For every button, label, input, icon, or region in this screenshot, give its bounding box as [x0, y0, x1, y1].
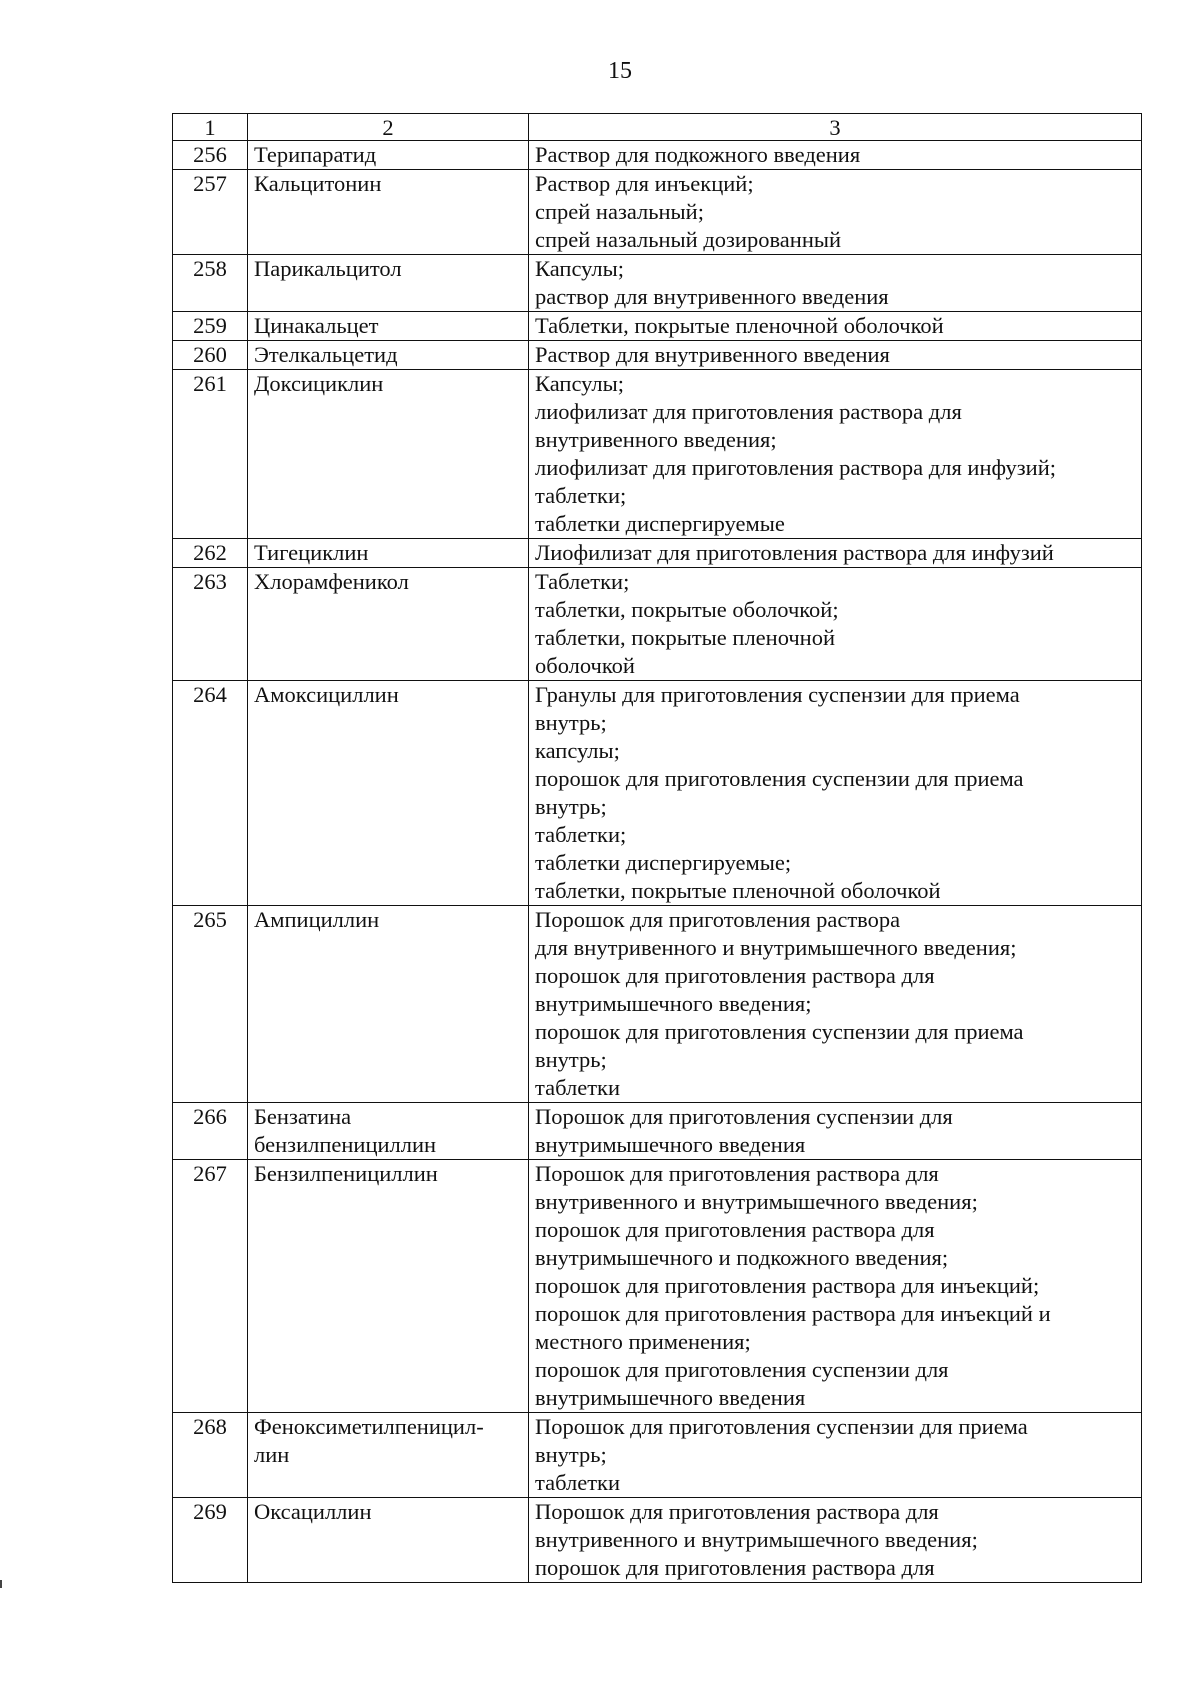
drug-name-line: Бензилпенициллин: [254, 1161, 438, 1186]
drug-name-cell: [248, 1498, 529, 1583]
drug-name-line: лин: [254, 1442, 290, 1467]
dosage-form-line: Гранулы для приготовления суспензии для приема: [535, 682, 1020, 707]
drug-table: [172, 113, 1142, 1583]
drug-name-line: Кальцитонин: [254, 171, 382, 196]
drug-name-line: Бензатина: [254, 1104, 352, 1129]
dosage-forms-cell: [529, 906, 1142, 1103]
drug-name-cell: [248, 568, 529, 681]
dosage-form-line: внутрь;: [535, 1047, 607, 1072]
drug-name-line: Феноксиметилпеницил-: [254, 1414, 484, 1439]
dosage-forms-cell: [529, 1160, 1142, 1413]
table-row: [173, 312, 1142, 341]
page-number: 15: [608, 58, 632, 84]
drug-name-cell: [248, 370, 529, 539]
dosage-form-line: Лиофилизат для приготовления раствора для инфузий: [535, 540, 1054, 565]
row-number: 264: [173, 681, 248, 906]
dosage-form-line: капсулы;: [535, 738, 620, 763]
drug-name-cell: [248, 170, 529, 255]
dosage-form-line: спрей назальный;: [535, 199, 704, 224]
table-row: [173, 141, 1142, 170]
row-number: 263: [173, 568, 248, 681]
drug-name-cell: [248, 312, 529, 341]
dosage-form-line: порошок для приготовления раствора для инъекций;: [535, 1273, 1040, 1298]
drug-name-cell: [248, 1103, 529, 1160]
table-row: [173, 370, 1142, 539]
dosage-form-line: спрей назальный дозированный: [535, 227, 842, 252]
drug-name-cell: [248, 1160, 529, 1413]
dosage-form-line: внутримышечного введения: [535, 1132, 806, 1157]
dosage-form-line: внутримышечного введения: [535, 1385, 806, 1410]
dosage-form-line: Порошок для приготовления раствора: [535, 907, 901, 932]
dosage-form-line: внутрь;: [535, 710, 607, 735]
dosage-form-line: таблетки: [535, 1075, 621, 1100]
table-row: [173, 341, 1142, 370]
dosage-form-line: порошок для приготовления раствора для: [535, 963, 935, 988]
dosage-form-line: таблетки диспергируемые: [535, 511, 785, 536]
table-row: [173, 906, 1142, 1103]
drug-name-line: Терипаратид: [254, 142, 377, 167]
table-row: [173, 255, 1142, 312]
drug-name-cell: [248, 681, 529, 906]
dosage-forms-cell: [529, 141, 1142, 170]
column-header-3: 3: [529, 114, 1142, 141]
dosage-form-line: раствор для внутривенного введения: [535, 284, 889, 309]
table-body: [173, 141, 1142, 1583]
scan-artifact: [0, 1580, 2, 1588]
drug-name-line: Цинакальцет: [254, 313, 379, 338]
column-header-1: 1: [173, 114, 248, 141]
dosage-form-line: порошок для приготовления раствора для инъекций и: [535, 1301, 1051, 1326]
dosage-forms-cell: [529, 341, 1142, 370]
dosage-form-line: таблетки диспергируемые;: [535, 850, 792, 875]
dosage-form-line: Порошок для приготовления раствора для: [535, 1499, 939, 1524]
drug-name-cell: [248, 1413, 529, 1498]
dosage-forms-cell: [529, 370, 1142, 539]
dosage-form-line: таблетки, покрытые пленочной: [535, 625, 836, 650]
dosage-form-line: Порошок для приготовления суспензии для приема: [535, 1414, 1028, 1439]
table-row: [173, 539, 1142, 568]
drug-name-cell: [248, 255, 529, 312]
dosage-form-line: внутрь;: [535, 794, 607, 819]
dosage-form-line: оболочкой: [535, 653, 635, 678]
dosage-form-line: порошок для приготовления суспензии для приема: [535, 766, 1024, 791]
row-number: 259: [173, 312, 248, 341]
table-row: [173, 681, 1142, 906]
row-number: 268: [173, 1413, 248, 1498]
table-row: [173, 568, 1142, 681]
table-row: [173, 170, 1142, 255]
dosage-forms-cell: [529, 539, 1142, 568]
dosage-forms-cell: [529, 255, 1142, 312]
dosage-form-line: Раствор для подкожного введения: [535, 142, 861, 167]
dosage-form-line: лиофилизат для приготовления раствора для: [535, 399, 962, 424]
dosage-form-line: Раствор для инъекций;: [535, 171, 754, 196]
drug-name-line: Доксициклин: [254, 371, 384, 396]
dosage-forms-cell: [529, 1103, 1142, 1160]
row-number: 261: [173, 370, 248, 539]
row-number: 256: [173, 141, 248, 170]
table-header-row: [173, 114, 1142, 141]
dosage-form-line: Порошок для приготовления раствора для: [535, 1161, 939, 1186]
dosage-form-line: Раствор для внутривенного введения: [535, 342, 890, 367]
dosage-forms-cell: [529, 568, 1142, 681]
dosage-form-line: местного применения;: [535, 1329, 751, 1354]
table-row: [173, 1160, 1142, 1413]
dosage-form-line: внутрь;: [535, 1442, 607, 1467]
dosage-forms-cell: [529, 681, 1142, 906]
dosage-form-line: таблетки, покрытые оболочкой;: [535, 597, 839, 622]
drug-name-line: бензилпенициллин: [254, 1132, 437, 1157]
dosage-form-line: внутримышечного и подкожного введения;: [535, 1245, 949, 1270]
row-number: 266: [173, 1103, 248, 1160]
table-row: [173, 1413, 1142, 1498]
dosage-form-line: Таблетки;: [535, 569, 630, 594]
dosage-form-line: для внутривенного и внутримышечного введения;: [535, 935, 1017, 960]
row-number: 269: [173, 1498, 248, 1583]
row-number: 257: [173, 170, 248, 255]
drug-name-line: Амоксициллин: [254, 682, 399, 707]
row-number: 265: [173, 906, 248, 1103]
dosage-form-line: внутримышечного введения;: [535, 991, 812, 1016]
drug-name-line: Оксациллин: [254, 1499, 372, 1524]
dosage-form-line: внутривенного введения;: [535, 427, 777, 452]
dosage-form-line: порошок для приготовления суспензии для: [535, 1357, 949, 1382]
drug-name-cell: [248, 341, 529, 370]
drug-name-line: Ампициллин: [254, 907, 380, 932]
dosage-forms-cell: [529, 1413, 1142, 1498]
drug-name-line: Парикальцитол: [254, 256, 402, 281]
dosage-form-line: Капсулы;: [535, 371, 624, 396]
dosage-form-line: Порошок для приготовления суспензии для: [535, 1104, 953, 1129]
table-row: [173, 1498, 1142, 1583]
dosage-form-line: таблетки;: [535, 822, 627, 847]
dosage-form-line: Таблетки, покрытые пленочной оболочкой: [535, 313, 944, 338]
drug-name-line: Хлорамфеникол: [254, 569, 409, 594]
drug-name-cell: [248, 906, 529, 1103]
row-number: 267: [173, 1160, 248, 1413]
drug-name-cell: [248, 539, 529, 568]
row-number: 258: [173, 255, 248, 312]
dosage-forms-cell: [529, 1498, 1142, 1583]
row-number: 262: [173, 539, 248, 568]
row-number: 260: [173, 341, 248, 370]
dosage-form-line: таблетки, покрытые пленочной оболочкой: [535, 878, 941, 903]
dosage-form-line: порошок для приготовления раствора для: [535, 1555, 935, 1580]
table-row: [173, 1103, 1142, 1160]
dosage-form-line: порошок для приготовления суспензии для приема: [535, 1019, 1024, 1044]
drug-name-line: Тигециклин: [254, 540, 369, 565]
dosage-forms-cell: [529, 170, 1142, 255]
dosage-form-line: порошок для приготовления раствора для: [535, 1217, 935, 1242]
dosage-form-line: лиофилизат для приготовления раствора для инфузий;: [535, 455, 1057, 480]
column-header-2: 2: [248, 114, 529, 141]
dosage-form-line: внутривенного и внутримышечного введения;: [535, 1189, 978, 1214]
dosage-form-line: внутривенного и внутримышечного введения;: [535, 1527, 978, 1552]
dosage-form-line: Капсулы;: [535, 256, 624, 281]
drug-name-cell: [248, 141, 529, 170]
dosage-forms-cell: [529, 312, 1142, 341]
dosage-form-line: таблетки;: [535, 483, 627, 508]
drug-name-line: Этелкальцетид: [254, 342, 398, 367]
dosage-form-line: таблетки: [535, 1470, 621, 1495]
